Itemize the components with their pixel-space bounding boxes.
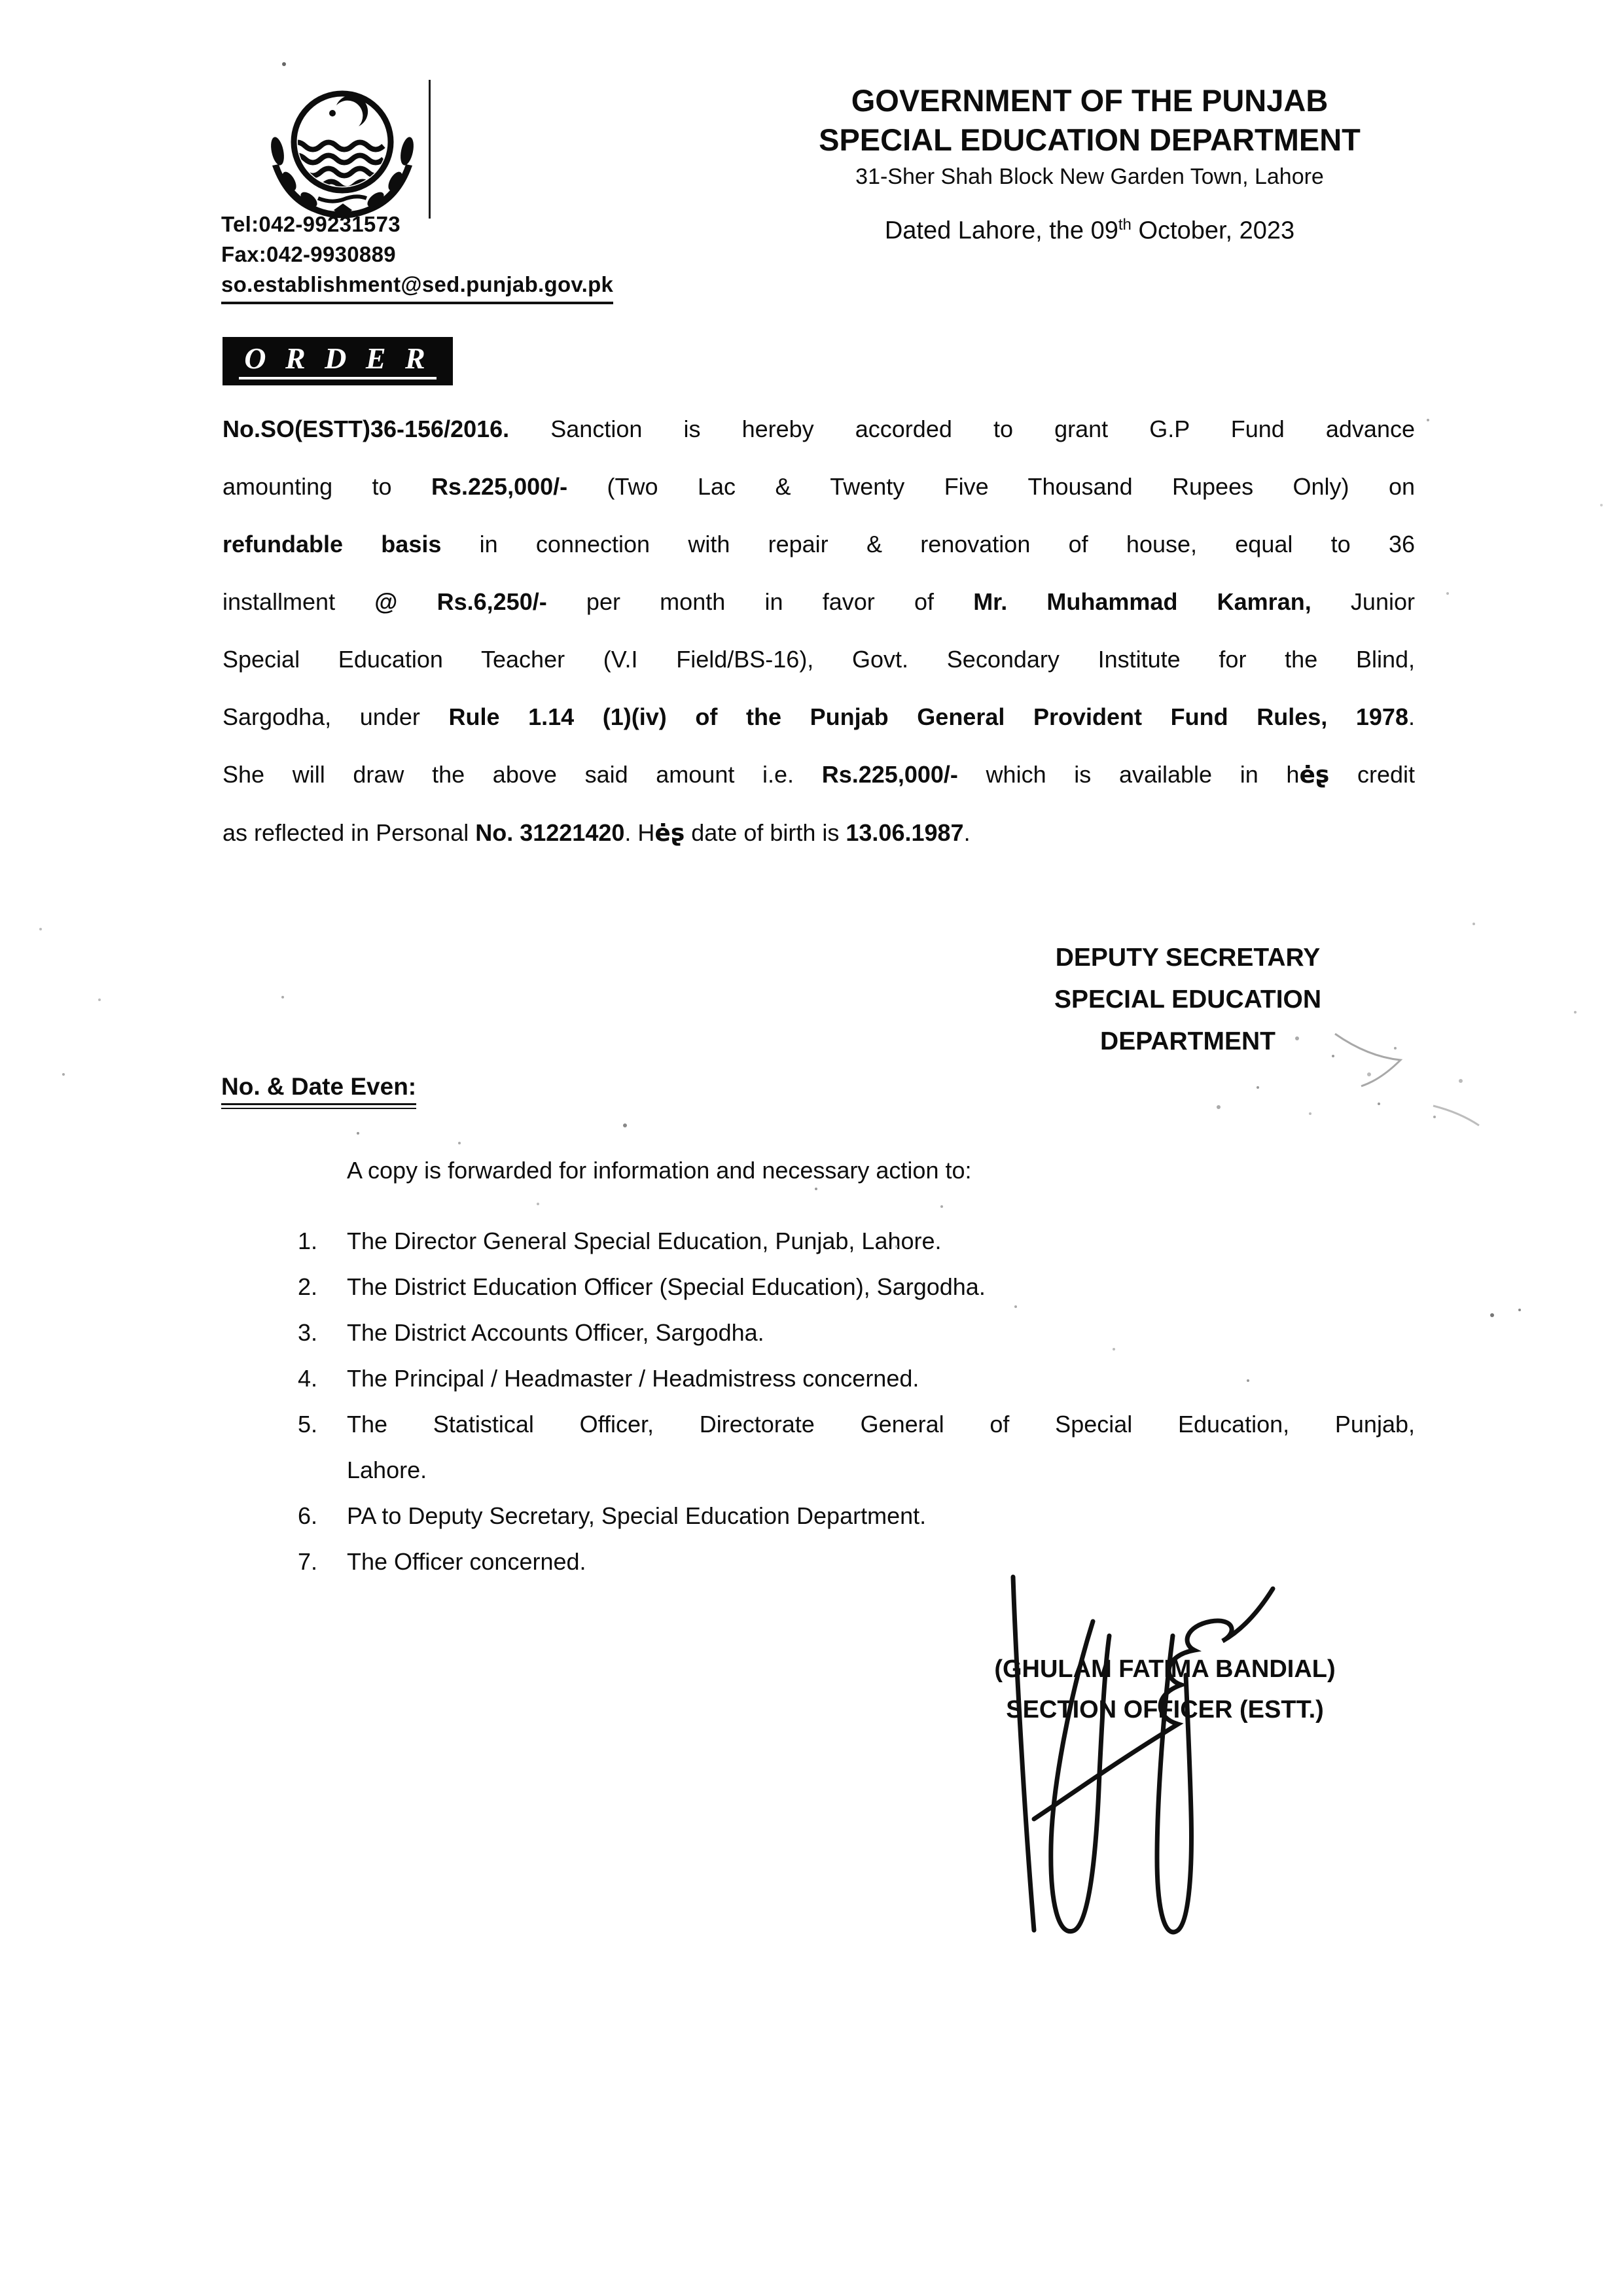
scan-noise: [0, 0, 3, 3]
item-text-line: Lahore.: [347, 1457, 427, 1483]
handwritten-correction: ėʂ: [654, 820, 685, 847]
pencil-scribble-mark: [1322, 1021, 1518, 1139]
text-run: date of birth is: [685, 819, 846, 846]
item-text-line: The District Accounts Officer, Sargodha.: [347, 1319, 764, 1346]
distribution-item: [298, 1264, 1415, 1310]
item-text: [347, 1264, 1415, 1310]
order-body-paragraph: [223, 400, 1415, 862]
order-heading: [223, 337, 453, 385]
text-run: She will draw the above said amount i.e.: [223, 761, 822, 788]
order-body-line: [223, 804, 1415, 862]
bold-text-run: refundable basis: [223, 531, 442, 557]
signatory-line: SPECIAL EDUCATION: [1054, 985, 1322, 1014]
order-body-line: [223, 746, 1415, 804]
org-address: 31-Sher Shah Block New Garden Town, Lahore: [855, 164, 1324, 189]
text-run: in connection with repair & renovation of house, equal to 36: [441, 531, 1415, 557]
text-run: . H: [624, 819, 655, 846]
org-name-line2: SPECIAL EDUCATION DEPARTMENT: [819, 122, 1361, 157]
item-text: [347, 1356, 1415, 1402]
handwritten-correction: ėʂ: [1299, 762, 1330, 788]
distribution-item: [298, 1402, 1415, 1493]
item-number: 4.: [298, 1365, 318, 1392]
text-run: Junior: [1311, 588, 1415, 615]
reference-label-text: No. & Date Even:: [221, 1073, 416, 1105]
order-body-line: [223, 688, 1415, 746]
text-run: amounting to: [223, 473, 431, 500]
text-run: Sanction is hereby accorded to grant G.P Fund advance: [509, 415, 1415, 442]
order-body-line: [223, 631, 1415, 688]
org-header: [753, 81, 1427, 191]
signatory-line: DEPUTY SECRETARY: [1055, 944, 1321, 972]
item-number: 6.: [298, 1502, 318, 1529]
bold-text-run: 13.06.1987: [846, 819, 964, 846]
text-run: which is available in h: [957, 761, 1300, 788]
tel-number: Tel:042-99231573: [221, 212, 401, 236]
handwritten-signature-icon: [903, 1538, 1296, 1956]
bold-text-run: Rs.225,000/-: [431, 473, 568, 500]
distribution-item: [298, 1493, 1415, 1539]
distribution-item: [298, 1310, 1415, 1356]
text-run: Special Education Teacher (V.I Field/BS-16), Govt. Secondary Institute for the Blind,: [223, 646, 1415, 673]
text-run: as reflected in Personal: [223, 819, 476, 846]
signature-block: [962, 1649, 1368, 1730]
item-text: [347, 1402, 1415, 1493]
item-text: [347, 1539, 1415, 1585]
item-number: 1.: [298, 1227, 318, 1254]
signer-title: SECTION OFFICER (ESTT.): [1006, 1696, 1324, 1723]
item-text: [347, 1310, 1415, 1356]
date-ordinal-suffix: th: [1118, 216, 1132, 234]
signatory-line: DEPARTMENT: [1100, 1027, 1275, 1055]
text-run: Sargodha, under: [223, 703, 449, 730]
email-address: so.establishment@sed.punjab.gov.pk: [221, 270, 613, 304]
text-run: .: [1408, 703, 1415, 730]
signatory-designation-block: [1024, 937, 1351, 1063]
reference-label: [221, 1073, 416, 1105]
text-run: installment: [223, 588, 375, 615]
item-text: [347, 1218, 1415, 1264]
order-heading-label: O R D E R: [239, 344, 436, 380]
signature-stroke: [1013, 1577, 1034, 1930]
item-number: 3.: [298, 1319, 318, 1346]
text-run: per month in favor of: [546, 588, 974, 615]
org-name-line1: GOVERNMENT OF THE PUNJAB: [851, 83, 1329, 118]
bold-text-run: Rule 1.14 (1)(iv) of the Punjab General Provident Fund Rules, 1978: [448, 703, 1408, 730]
date-line: [753, 216, 1427, 245]
text-run: (Two Lac & Twenty Five Thousand Rupees Only) on: [567, 473, 1415, 500]
text-run: .: [963, 819, 971, 846]
bold-text-run: Rs.225,000/-: [821, 761, 958, 788]
order-body-line: [223, 400, 1415, 458]
star-icon: [329, 110, 336, 116]
urdu-script-mark: [318, 196, 366, 201]
order-body-line: [223, 458, 1415, 516]
text-run: credit: [1329, 761, 1415, 788]
item-text-line: PA to Deputy Secretary, Special Education Department.: [347, 1502, 927, 1529]
item-text: [347, 1493, 1415, 1539]
bold-text-run: @ Rs.6,250/-: [374, 588, 547, 615]
item-text-line: The Principal / Headmaster / Headmistress concerned.: [347, 1365, 919, 1392]
letterhead-divider-rule: [429, 80, 431, 219]
signer-name: (GHULAM FATIMA BANDIAL): [994, 1655, 1336, 1683]
item-text-line: The Director General Special Education, Punjab, Lahore.: [347, 1227, 942, 1254]
item-text-line: The District Education Officer (Special Education), Sargodha.: [347, 1273, 986, 1300]
item-text-line: The Statistical Officer, Directorate General of Special Education, Punjab,: [347, 1411, 1415, 1438]
distribution-item: [298, 1218, 1415, 1264]
date-text-tail: October, 2023: [1131, 217, 1295, 245]
forwarding-note: A copy is forwarded for information and necessary action to:: [347, 1157, 972, 1184]
fax-number: Fax:042-9930889: [221, 242, 396, 266]
item-number: 5.: [298, 1411, 318, 1438]
date-text: Dated Lahore, the 09: [884, 217, 1118, 245]
distribution-item: [298, 1539, 1415, 1585]
contact-block: [221, 209, 613, 304]
order-body-line: [223, 573, 1415, 631]
distribution-list: [298, 1218, 1415, 1585]
item-number: 2.: [298, 1273, 318, 1300]
punjab-government-crest-icon: [263, 88, 420, 220]
order-body-line: [223, 516, 1415, 573]
item-number: 7.: [298, 1548, 318, 1575]
item-text-line: The Officer concerned.: [347, 1548, 586, 1575]
distribution-item: [298, 1356, 1415, 1402]
bold-text-run: Mr. Muhammad Kamran,: [973, 588, 1311, 615]
bold-text-run: No. 31221420: [475, 819, 625, 846]
bold-text-run: No.SO(ESTT)36-156/2016.: [223, 415, 510, 442]
